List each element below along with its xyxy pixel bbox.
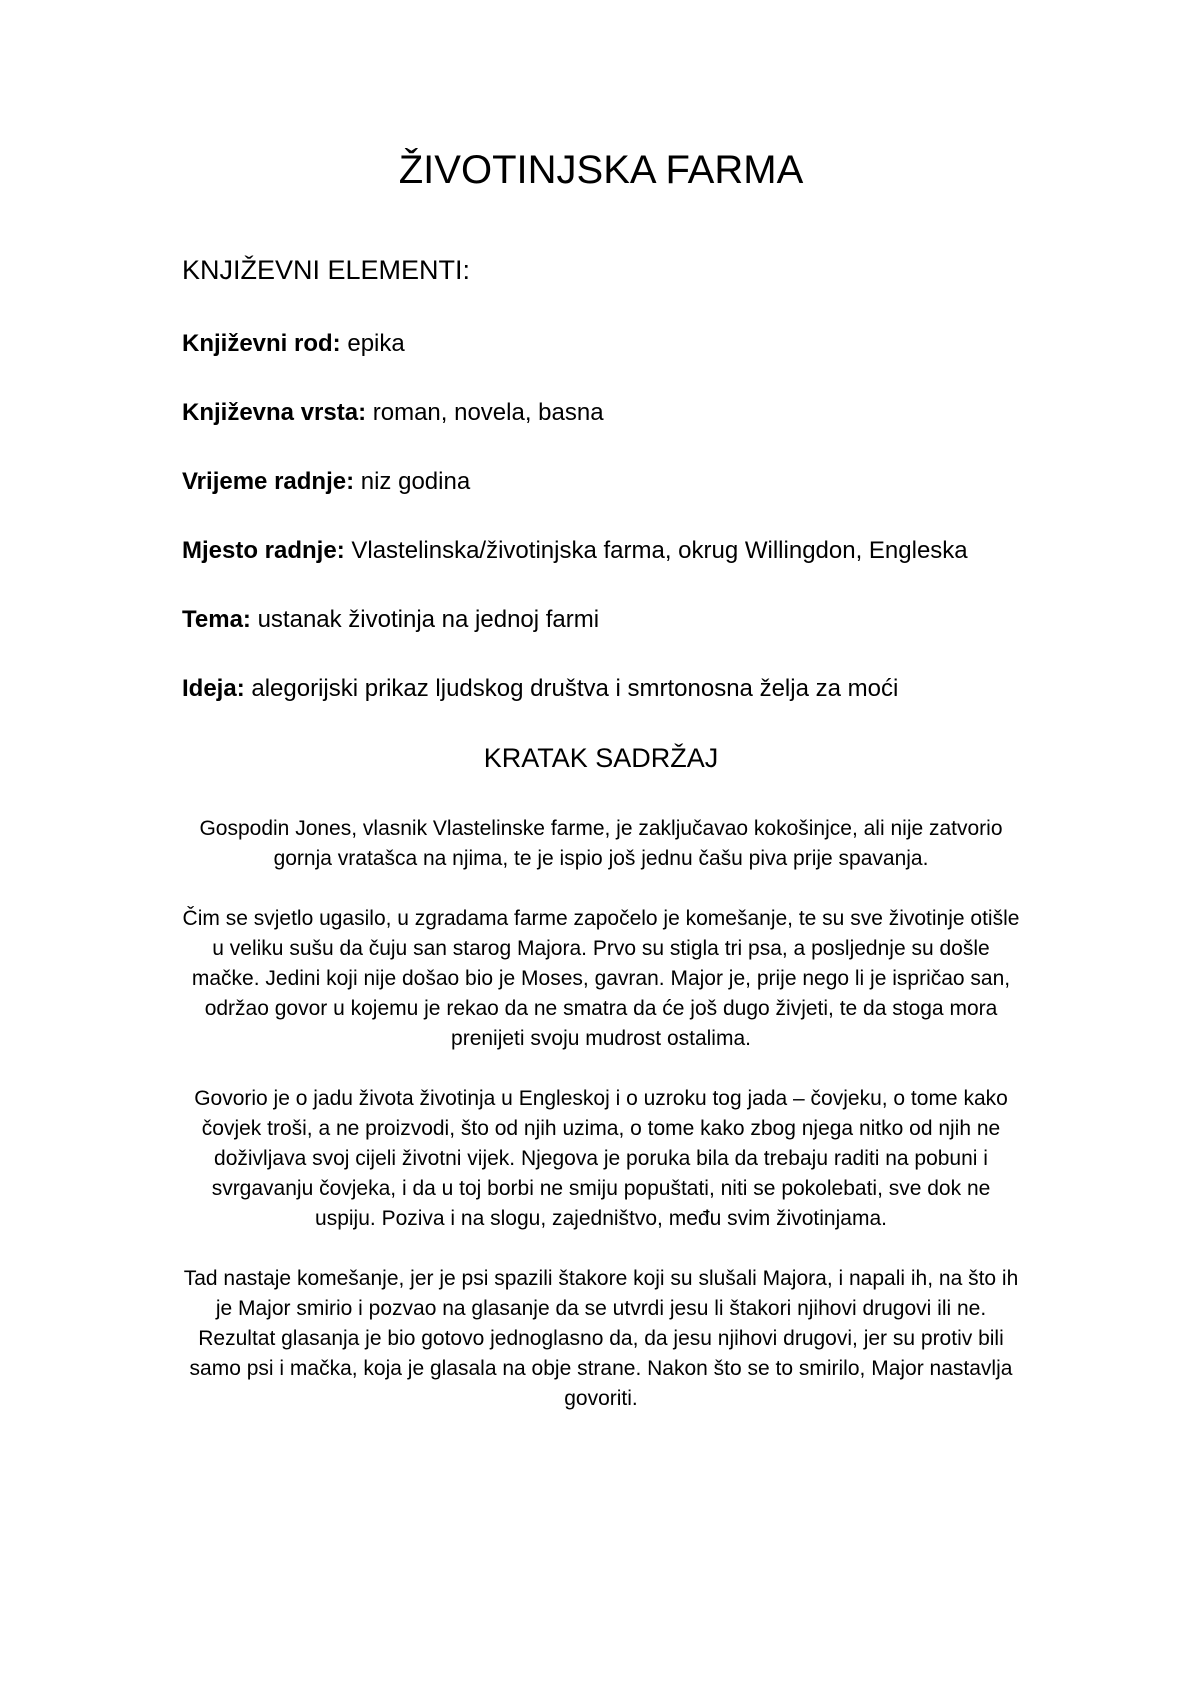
literary-elements-heading: KNJIŽEVNI ELEMENTI:: [182, 255, 471, 285]
field-label: Tema:: [182, 606, 251, 633]
field-label: Ideja:: [182, 675, 245, 702]
summary-paragraph: Čim se svjetlo ugasilo, u zgradama farme započelo je komešanje, te su sve životinje otišle u veliku sušu da čuju san starog Majora. Prvo su stigla tri psa, a posljednje su došle mačke. Jedini koji nije došao bio je Moses, gavran. Major je, prije nego li je ispričao san, održao govor u kojemu je rekao da ne smatra da će još dugo živjeti, te da stoga mora prenijeti svoju mudrost ostalima.: [182, 907, 1020, 1050]
field-label: Književna vrsta:: [182, 399, 367, 426]
field-value: ustanak životinja na jednoj farmi: [250, 606, 600, 633]
field-time-of-action: [182, 467, 1020, 497]
field-value: Vlastelinska/životinjska farma, okrug Willingdon, Engleska: [344, 537, 968, 564]
field-value: niz godina: [354, 468, 471, 495]
field-label: Vrijeme radnje:: [182, 468, 355, 495]
field-theme: [182, 605, 1020, 635]
field-value: alegorijski prikaz ljudskog društva i smrtonosna želja za moći: [244, 675, 899, 702]
summary-paragraph: Govorio je o jadu života životinja u Engleskoj i o uzroku tog jada – čovjeku, o tome kako čovjek troši, a ne proizvodi, što od njih uzima, o tome kako zbog njega nitko od njih ne doživljava svoj cijeli životni vijek. Njegova je poruka bila da trebaju raditi na pobuni i svrgavanju čovjeka, i da u toj borbi ne smiju popuštati, niti se pokolebati, sve dok ne uspiju. Poziva i na slogu, zajedništvo, među svim životinjama.: [194, 1087, 1008, 1230]
summary-body: [182, 814, 1020, 1414]
field-value: epika: [340, 330, 405, 357]
field-literary-type: [182, 398, 1020, 428]
field-label: Književni rod:: [182, 330, 341, 357]
field-idea: [182, 674, 1020, 704]
field-literary-genre: [182, 329, 1020, 359]
summary-paragraph: Tad nastaje komešanje, jer je psi spazili štakore koji su slušali Majora, i napali ih, na što ih je Major smirio i pozvao na glasanje da se utvrdi jesu li štakori njihovi drugovi ili ne. Rezultat glasanja je bio gotovo jednoglasno da, da jesu njihovi drugovi, jer su protiv bili samo psi i mačka, koja je glasala na obje strane. Nakon što se to smirilo, Major nastavlja govoriti.: [183, 1267, 1019, 1410]
summary-paragraph: Gospodin Jones, vlasnik Vlastelinske farme, je zaključavao kokošinjce, ali nije zatvorio gornja vratašca na njima, te je ispio još jednu čašu piva prije spavanja.: [199, 817, 1003, 870]
field-label: Mjesto radnje:: [182, 537, 345, 564]
literary-elements-list: [182, 329, 1020, 704]
summary-heading: KRATAK SADRŽAJ: [483, 743, 719, 773]
document-title: ŽIVOTINJSKA FARMA: [398, 148, 804, 192]
field-value: roman, novela, basna: [366, 399, 604, 426]
field-place-of-action: [182, 536, 1020, 566]
